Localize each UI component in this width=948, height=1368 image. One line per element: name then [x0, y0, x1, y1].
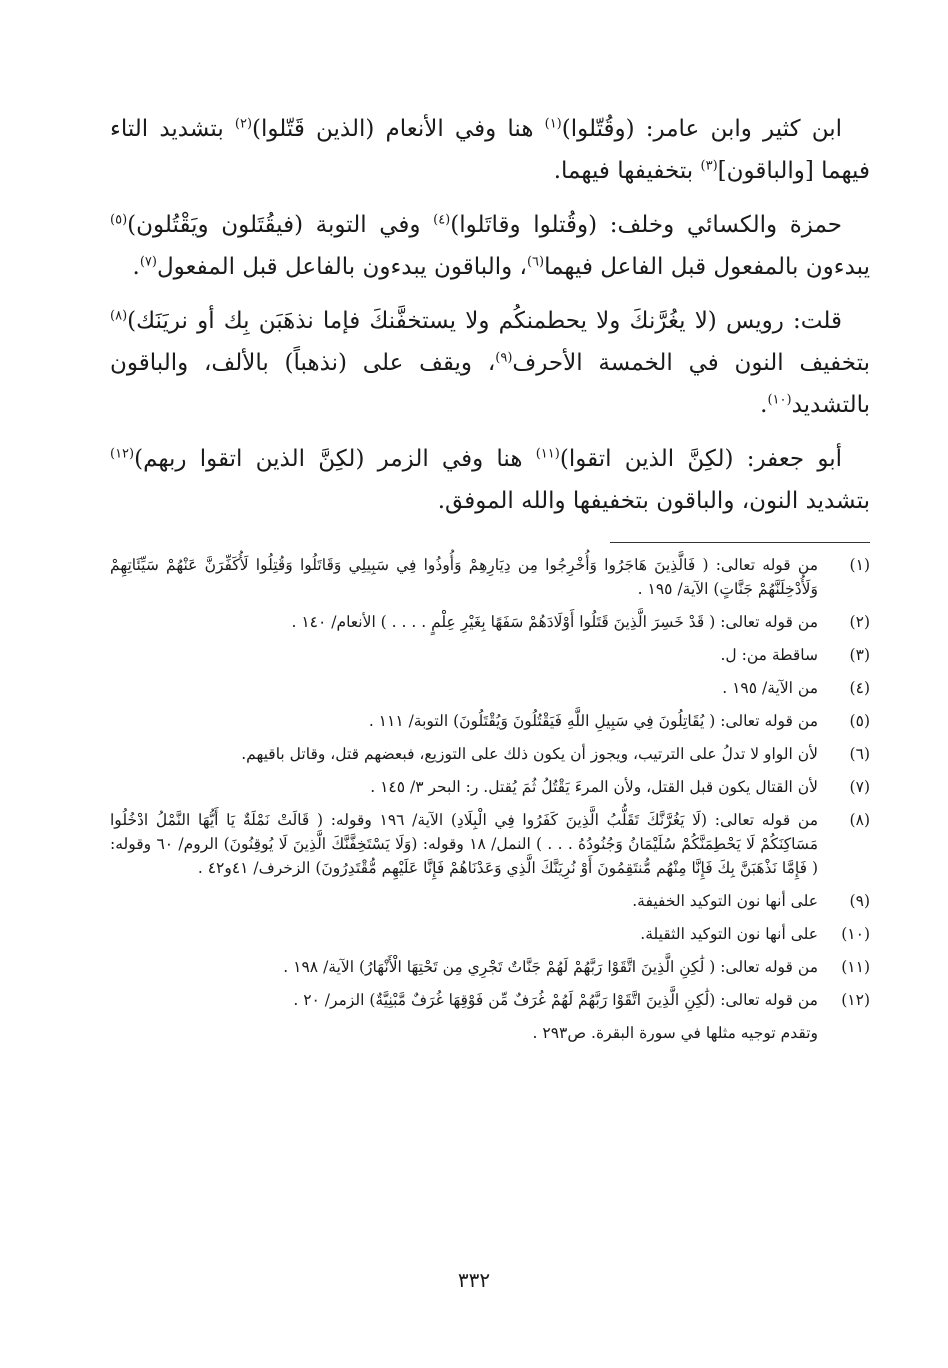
footnote-number: (١٠) [841, 925, 870, 943]
footnote-number: (١) [849, 556, 870, 574]
text-run: . [132, 254, 140, 280]
text-run: ، ويقف على (نذهباً) بالألف، والباقون بالتشديد [110, 350, 870, 418]
footnote-number: (٥) [849, 712, 870, 730]
page-number: ٣٣٢ [457, 1268, 491, 1292]
footnote-text: لأن الواو لا تدلُ على الترتيب، ويجوز أن يكون ذلك على التوزيع، فبعضهم قتل، وقاتل باقيهم. [241, 745, 818, 763]
paragraph-hamza [110, 204, 870, 288]
footnotes [110, 553, 870, 1045]
footnote-ref[interactable]: (٨) [110, 308, 128, 324]
footnote-number: (١٢) [841, 991, 870, 1009]
footnote-ref[interactable]: (٩) [495, 350, 513, 366]
footnote-number: (٣) [849, 646, 870, 664]
footnote-ref[interactable]: (١) [544, 116, 562, 132]
text-run: . [760, 392, 768, 418]
text-run: هنا وفي الزمر (لكِنَّ الذين اتقوا ربهم) [134, 446, 536, 472]
footnote-text: من الآية/ ١٩٥ . [722, 679, 818, 697]
text-run: قلت: رويس (لا يغُرَّنكَ ولا يحطمنكُم ولا يستخفَّنكَ فإما نذهَبَن بِك أو نريَنَك) [127, 308, 842, 334]
text-run: بتشديد التاء فيهما [والباقون] [110, 116, 870, 184]
footnote-item [110, 553, 870, 601]
footnote-text: من قوله تعالى: ( فَالَّذِينَ هَاجَرُوا وَأُخْرِجُوا مِن دِيَارِهِمْ وَأُوذُوا فِي سَبِيلِي وَقَاتَلُوا وَقُتِلُوا لَأُكَفِّرَنَّ عَنْهُمْ سَيِّئَاتِهِمْ وَلَأُدْخِلَنَّهُمْ جَنَّاتٍ) الآية/ ١٩٥ . [110, 556, 818, 598]
text-run: حمزة والكسائي وخلف: (وقُتلوا وقاتَلوا) [450, 212, 842, 238]
page-body [110, 108, 870, 1054]
text-run: هنا وفي الأنعام (الذين قَتّلوا) [252, 116, 545, 142]
footnote-item [110, 676, 870, 700]
text-run: وفي التوبة (فيقُتَلون ويَقْتُلون) [127, 212, 434, 238]
text-run: ، والباقون يبدءون بالفاعل قبل المفعول [156, 254, 527, 280]
footnote-number: (٨) [849, 811, 870, 829]
footnote-ref[interactable]: (١٢) [110, 446, 135, 462]
footnote-ref[interactable]: (٦) [526, 254, 545, 270]
footnote-text: لأن القتال يكون قبل القتل، ولأن المرءَ يَقْتُلُ ثُمَ يُقتل. ر: البحر ٣/ ١٤٥ . [370, 778, 818, 796]
footnote-text: على أنها نون التوكيد الثقيلة. [640, 925, 818, 943]
footnote-ref[interactable]: (٢) [234, 116, 253, 132]
footnote-number: (٩) [849, 892, 870, 910]
footnote-text: من قوله تعالى: (لَٰكِنِ الَّذِينَ اتَّقَوْا رَبَّهُمْ لَهُمْ غُرَفٌ مِّن فَوْقِهَا غُرَفٌ مَّبْنِيَّةٌ) الزمر/ ٢٠ . [293, 991, 818, 1009]
text-run: يبدءون بالمفعول قبل الفاعل فيهما [544, 254, 870, 280]
footnote-text: من قوله تعالى: ( يُقَاتِلُونَ فِي سَبِيلِ اللَّهِ فَيَقْتُلُونَ وَيُقْتَلُونَ) التوبة/ ١١١ . [368, 712, 818, 730]
footnote-number: (٢) [849, 613, 870, 631]
footnote-number: (٤) [849, 679, 870, 697]
text-run: بتخفيف النون في الخمسة الأحرف [512, 350, 870, 376]
footnote-text: على أنها نون التوكيد الخفيفة. [632, 892, 818, 910]
footnote-ref[interactable]: (٤) [433, 212, 451, 228]
footnote-item [110, 808, 870, 880]
footnote-text: من قوله تعالى: ( قَدْ خَسِرَ الَّذِينَ قَتَلُوا أَوْلَادَهُمْ سَفَهًا بِغَيْرِ عِلْمٍ . . . . ) الأنعام/ ١٤٠ . [291, 613, 818, 631]
footnote-number: (١١) [841, 958, 870, 976]
footnote-ref[interactable]: (٣) [700, 158, 718, 174]
footnote-item [110, 955, 870, 979]
text-run: ابن كثير وابن عامر: (وقُتّلوا) [561, 116, 842, 142]
footnote-text: من قوله تعالى: ( لَٰكِنِ الَّذِينَ اتَّقَوْا رَبَّهُمْ لَهُمْ جَنَّاتٌ تَجْرِي مِن تَحْتِهَا الْأَنْهَارُ) الآية/ ١٩٨ . [283, 958, 818, 976]
footnote-text: من قوله تعالى: (لَا يَغُرَّنَّكَ تَقَلُّبُ الَّذِينَ كَفَرُوا فِي الْبِلَادِ) الآية/ ١٩٦ وقوله: ( قَالَتْ نَمْلَةٌ يَا أَيُّهَا النَّمْلُ ادْخُلُوا مَسَاكِنَكُمْ لَا يَحْطِمَنَّكُمْ سُلَيْمَانُ وَجُنُودُهُ . . . ) النمل/ ١٨ وقوله: (وَلَا يَسْتَخِفَّنَّكَ الَّذِينَ لَا يُوقِنُونَ) الروم/ ٦٠ وقوله: ( فَإِمَّا نَذْهَبَنَّ بِكَ فَإِنَّا مِنْهُم مُّنتَقِمُونَ أَوْ نُرِيَنَّكَ الَّذِي وَعَدْنَاهُمْ فَإِنَّا عَلَيْهِم مُّقْتَدِرُونَ) الزخرف/ ٤١و٤٢ . [110, 811, 819, 877]
footnote-continuation: وتقدم توجيه مثلها في سورة البقرة. ص٢٩٣ . [532, 1024, 818, 1042]
footnote-item [110, 610, 870, 634]
footnote-item [110, 922, 870, 946]
footnote-ref[interactable]: (١١) [535, 446, 560, 462]
text-run: بتشديد النون، والباقون بتخفيفها والله الموفق. [437, 488, 870, 514]
footnote-item [110, 709, 870, 733]
footnote-item [110, 889, 870, 913]
paragraph-abu-jafar [110, 438, 870, 522]
footnote-number: (٧) [849, 778, 870, 796]
footnote-ref[interactable]: (٥) [110, 212, 128, 228]
footnote-text: ساقطة من: ل. [720, 646, 818, 664]
footnote-item [110, 643, 870, 667]
footnote-item [110, 742, 870, 766]
paragraph-ibn-kathir [110, 108, 870, 192]
text-run: بتخفيفها فيهما. [553, 158, 701, 184]
footnote-number: (٦) [849, 745, 870, 763]
paragraph-ruways [110, 300, 870, 426]
footnote-ref[interactable]: (٧) [139, 254, 157, 270]
footnote-divider [610, 542, 870, 543]
footnote-ref[interactable]: (١٠) [767, 392, 792, 408]
footnote-item [110, 775, 870, 799]
footnote-item [110, 988, 870, 1012]
text-run: أبو جعفر: (لكِنَّ الذين اتقوا) [559, 446, 842, 472]
